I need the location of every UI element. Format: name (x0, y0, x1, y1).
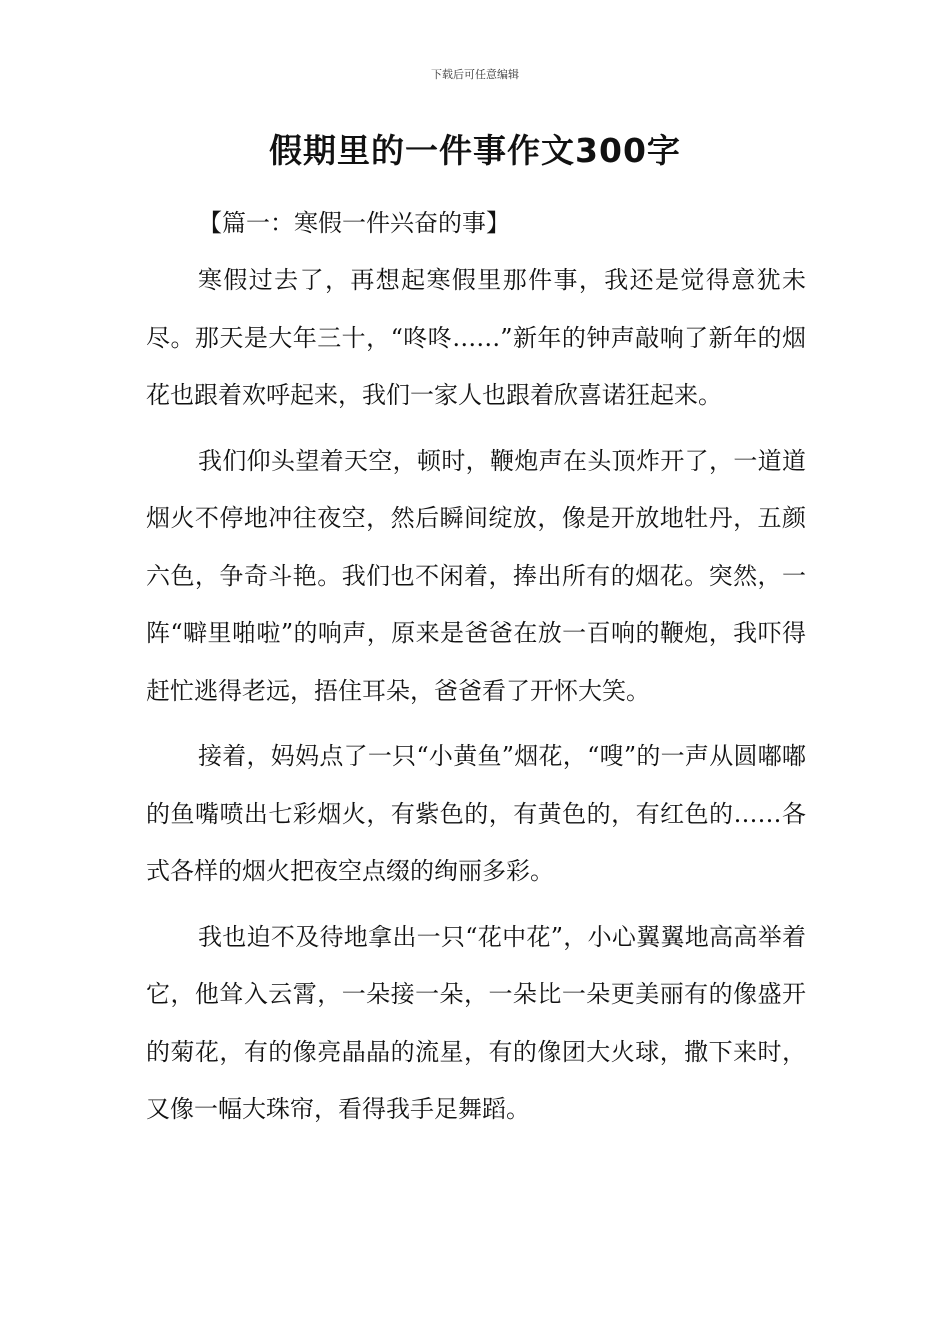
article-body (146, 252, 806, 1147)
document-title: 假期里的一件事作文300字 (269, 131, 681, 170)
paragraph-4: 我也迫不及待地拿出一只“花中花”，小心翼翼地高高举着它，他耸入云霄，一朵接一朵，一朵比一朵更美丽有的像盛开的菊花，有的像亮晶晶的流星，有的像团大火球，撒下来时，又像一幅大珠帘，看得我手足舞蹈。 (146, 922, 806, 1123)
page-header-note: 下载后可任意编辑 (431, 68, 519, 81)
paragraph-1: 寒假过去了，再想起寒假里那件事，我还是觉得意犹未尽。那天是大年三十，“咚咚……”新年的钟声敲响了新年的烟花也跟着欢呼起来，我们一家人也跟着欣喜诺狂起来。 (146, 266, 806, 409)
section-heading: 【篇一：寒假一件兴奋的事】 (198, 209, 510, 237)
paragraph-2: 我们仰头望着天空，顿时，鞭炮声在头顶炸开了，一道道烟火不停地冲往夜空，然后瞬间绽放，像是开放地牡丹，五颜六色，争奇斗艳。我们也不闲着，捧出所有的烟花。突然，一阵“噼里啪啦”的响声，原来是爸爸在放一百响的鞭炮，我吓得赶忙逃得老远，捂住耳朵，爸爸看了开怀大笑。 (146, 446, 806, 705)
paragraph-3: 接着，妈妈点了一只“小黄鱼”烟花，“嗖”的一声从圆嘟嘟的鱼嘴喷出七彩烟火，有紫色的，有黄色的，有红色的……各式各样的烟火把夜空点缀的绚丽多彩。 (146, 742, 806, 885)
